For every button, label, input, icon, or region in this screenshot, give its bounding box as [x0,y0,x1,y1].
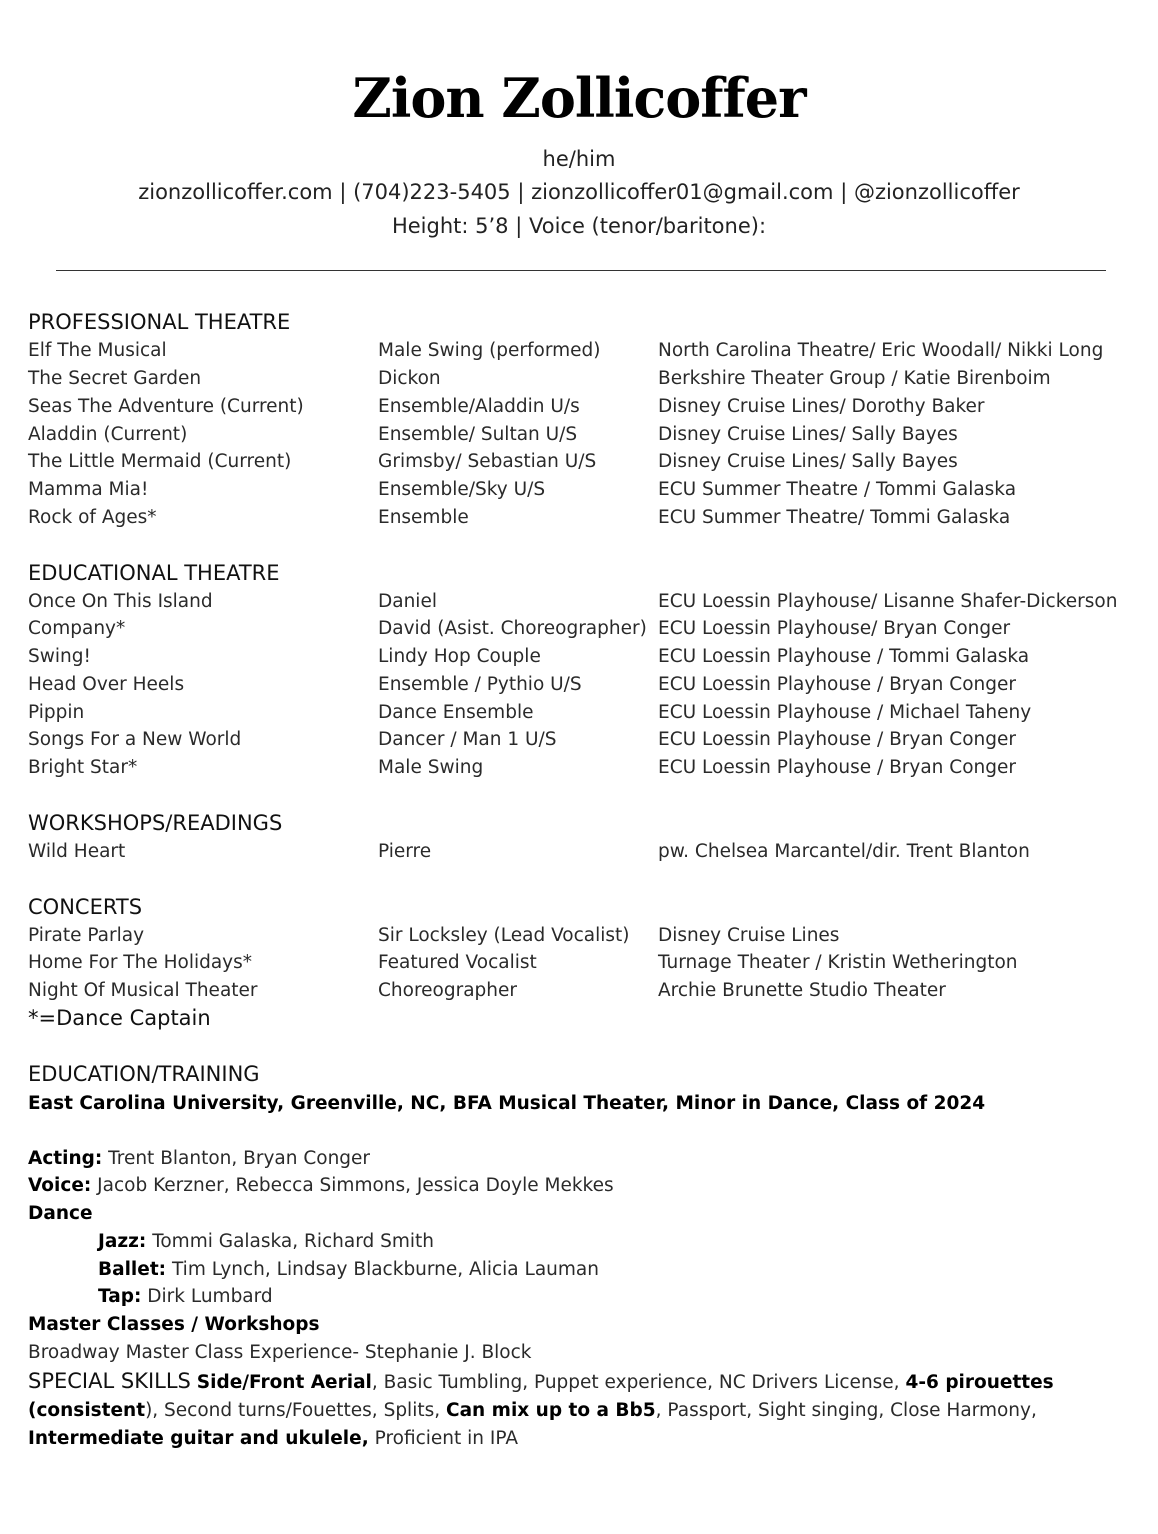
show-title: Home For The Holidays* [28,952,253,973]
company: Turnage Theater / Kristin Wetherington [658,952,1018,973]
role: Dancer / Man 1 U/S [378,729,557,750]
social-handle: @zionzollicoffer [853,180,1020,204]
credit-row [0,368,1158,396]
show-title: The Secret Garden [28,368,202,389]
company: ECU Loessin Playhouse / Bryan Conger [658,729,1016,750]
role: Male Swing [378,757,484,778]
company: ECU Loessin Playhouse / Michael Taheny [658,702,1032,723]
show-title: Rock of Ages* [28,507,157,528]
acting-label: Acting: [28,1148,103,1169]
skill-bold: Can mix up to a Bb5 [446,1400,656,1421]
show-title: Night Of Musical Theater [28,980,258,1001]
show-title: The Little Mermaid (Current) [28,451,292,472]
show-title: Aladdin (Current) [28,424,188,445]
jazz-label: Jazz: [98,1231,147,1252]
company: Disney Cruise Lines/ Sally Bayes [658,424,958,445]
show-title: Swing! [28,646,91,667]
stats-line [0,214,1158,238]
skill-bold: Intermediate guitar and ukulele, [28,1428,369,1449]
phone-number: (704)223-5405 [353,180,511,204]
ballet-label: Ballet: [98,1259,167,1280]
credit-row [0,674,1158,702]
dance-captain-note: *=Dance Captain [28,1006,211,1030]
role: Dickon [378,368,441,389]
height: Height: 5’8 [391,214,509,238]
show-title: Pirate Parlay [28,925,145,946]
role: Featured Vocalist [378,952,537,973]
show-title: Pippin [28,702,85,723]
website-link[interactable]: zionzollicoffer.com [138,180,333,204]
role: Lindy Hop Couple [378,646,541,667]
show-title: Wild Heart [28,841,126,862]
show-title: Seas The Adventure (Current) [28,396,304,417]
role: Dance Ensemble [378,702,534,723]
skill-text: Proficient in IPA [368,1428,518,1449]
tap-line [98,1286,273,1307]
separator: | [339,180,347,204]
show-title: Songs For a New World [28,729,242,750]
school-line: East Carolina University, Greenville, NC, BFA Musical Theater, Minor in Dance, Class of 2024 [28,1093,986,1114]
separator: | [515,214,523,238]
voice-line [28,1175,614,1196]
section-title-educational: EDUCATIONAL THEATRE [28,561,280,585]
special-skills [28,1367,1128,1453]
skill-bold: 4-6 pirouettes (consistent [28,1372,1054,1421]
company: ECU Summer Theatre / Tommi Galaska [658,479,1017,500]
role: Ensemble / Pythio U/S [378,674,582,695]
voice-type: Voice (tenor/baritone): [529,214,767,238]
credit-row [0,757,1158,785]
tap-label: Tap: [98,1286,142,1307]
company: ECU Loessin Playhouse / Bryan Conger [658,757,1016,778]
show-title: Mamma Mia! [28,479,149,500]
header-divider [56,270,1106,271]
company: ECU Loessin Playhouse/ Bryan Conger [658,618,1011,639]
role: Sir Locksley (Lead Vocalist) [378,925,630,946]
section-title-education: EDUCATION/TRAINING [28,1062,260,1086]
show-title: Company* [28,618,126,639]
skills-title: SPECIAL SKILLS [28,1369,191,1393]
credit-row [0,396,1158,424]
pronouns: he/him [542,147,616,171]
credit-row [0,618,1158,646]
ballet-teachers: Tim Lynch, Lindsay Blackburne, Alicia Lauman [171,1259,599,1280]
show-title: Bright Star* [28,757,138,778]
resume-name: Zion Zollicoffer [352,66,806,130]
role: Grimsby/ Sebastian U/S [378,451,597,472]
email-link[interactable]: zionzollicoffer01@gmail.com [531,180,834,204]
company: Berkshire Theater Group / Katie Birenboim [658,368,1051,389]
credit-row [0,841,1158,869]
credit-row [0,980,1158,1008]
tap-teachers: Dirk Lumbard [147,1286,273,1307]
credit-row [0,591,1158,619]
company: pw. Chelsea Marcantel/dir. Trent Blanton [658,841,1030,862]
credit-row [0,702,1158,730]
skill-text: , Basic Tumbling, Puppet experience, NC Drivers License, [371,1372,906,1393]
separator: | [840,180,848,204]
company: ECU Loessin Playhouse/ Lisanne Shafer-Dickerson [658,591,1118,612]
master-classes-line: Broadway Master Class Experience- Stephanie J. Block [28,1342,532,1363]
credit-row [0,479,1158,507]
section-title-workshops: WORKSHOPS/READINGS [28,811,283,835]
role: Ensemble [378,507,469,528]
separator: | [517,180,525,204]
company: Archie Brunette Studio Theater [658,980,946,1001]
voice-teachers: Jacob Kerzner, Rebecca Simmons, Jessica Doyle Mekkes [97,1175,614,1196]
role: Ensemble/Sky U/S [378,479,546,500]
company: ECU Loessin Playhouse / Tommi Galaska [658,646,1030,667]
dance-label: Dance [28,1203,93,1224]
company: North Carolina Theatre/ Eric Woodall/ Nikki Long [658,340,1104,361]
master-classes-label: Master Classes / Workshops [28,1314,320,1335]
role: Choreographer [378,980,518,1001]
show-title: Elf The Musical [28,340,167,361]
acting-teachers: Trent Blanton, Bryan Conger [108,1148,371,1169]
role: Male Swing (performed) [378,340,601,361]
company: Disney Cruise Lines/ Dorothy Baker [658,396,985,417]
credit-row [0,925,1158,953]
contact-line [0,180,1158,204]
skill-text: , Passport, Sight singing, Close Harmony, [655,1400,1037,1421]
company: Disney Cruise Lines [658,925,840,946]
credit-row [0,729,1158,757]
jazz-line [98,1231,434,1252]
role: David (Asist. Choreographer) [378,618,647,639]
ballet-line [98,1259,599,1280]
credit-row [0,507,1158,535]
voice-label: Voice: [28,1175,92,1196]
company: ECU Loessin Playhouse / Bryan Conger [658,674,1016,695]
jazz-teachers: Tommi Galaska, Richard Smith [152,1231,435,1252]
section-title-professional: PROFESSIONAL THEATRE [28,310,291,334]
credit-row [0,340,1158,368]
credit-row [0,646,1158,674]
role: Ensemble/ Sultan U/S [378,424,578,445]
credit-row [0,424,1158,452]
role: Ensemble/Aladdin U/s [378,396,580,417]
show-title: Head Over Heels [28,674,185,695]
role: Daniel [378,591,437,612]
role: Pierre [378,841,432,862]
skill-text: ), Second turns/Fouettes, Splits, [145,1400,446,1421]
show-title: Once On This Island [28,591,213,612]
company: ECU Summer Theatre/ Tommi Galaska [658,507,1011,528]
credit-row [0,952,1158,980]
skill-bold: Side/Front Aerial [196,1372,372,1393]
acting-line [28,1148,370,1169]
section-title-concerts: CONCERTS [28,895,143,919]
credit-row [0,451,1158,479]
company: Disney Cruise Lines/ Sally Bayes [658,451,958,472]
